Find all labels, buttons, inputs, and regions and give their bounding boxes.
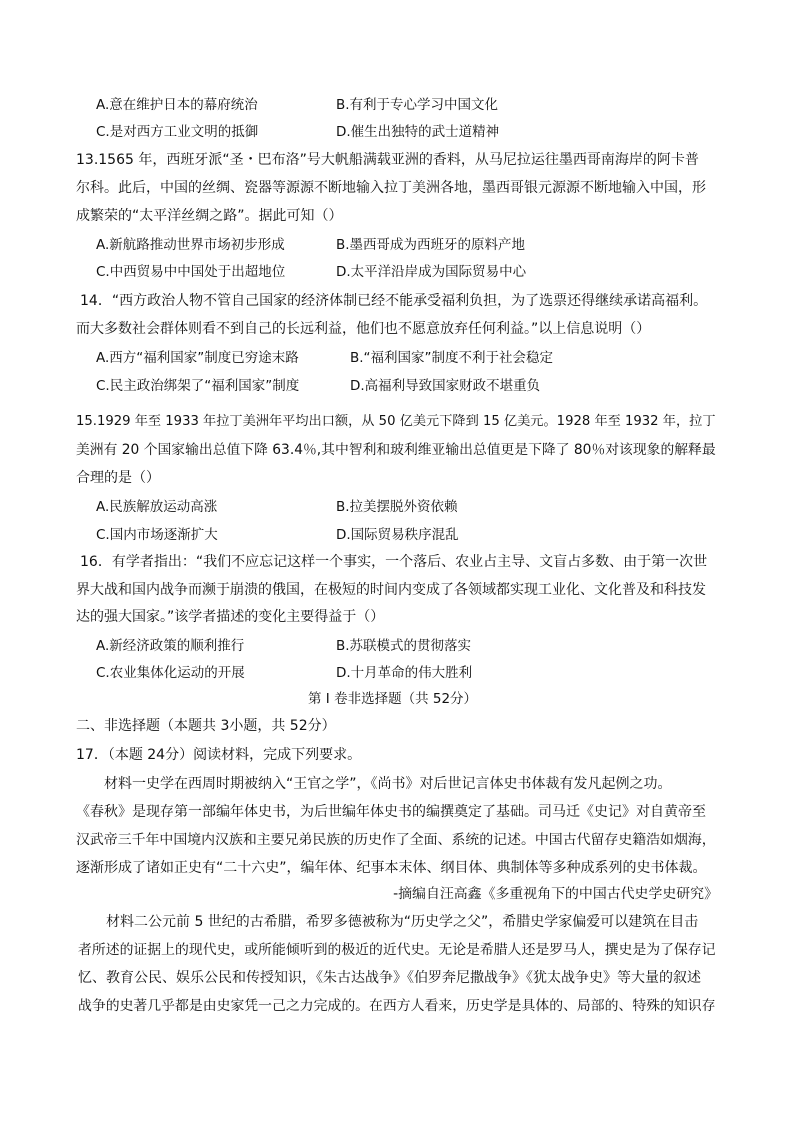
- section-heading: 二、非选择题（本题共 3小题，共 52分）: [76, 718, 336, 734]
- q15-option-d: D.国际贸易秩序混乱: [336, 527, 459, 543]
- q16-option-c: C.农业集体化运动的开展: [96, 665, 245, 681]
- q15-option-c: C.国内市场逐渐扩大: [96, 527, 218, 543]
- q16-stem-line-2: 界大战和国内战争而濒于崩溃的俄国，在极短的时间内变成了各领域都实现工业化、文化普及和科技发: [76, 582, 706, 598]
- q15-option-a: A.民族解放运动高涨: [96, 499, 218, 515]
- material2-line-3: 忆、教育公民、娱乐公民和传授知识，《朱古达战争》《伯罗奔尼撒战争》《犹太战争史》等大量的叙述: [78, 970, 701, 986]
- q12-option-d: D.催生出独特的武士道精神: [336, 124, 500, 140]
- q13-stem-line-3: 成繁荣的“太平洋丝绸之路”。据此可知（）: [76, 208, 343, 224]
- material2-line-4: 战争的史著几乎都是由史家凭一己之力完成的。在西方人看来，历史学是具体的、局部的、特殊的知识存: [78, 998, 716, 1014]
- q13-option-a: A.新航路推动世界市场初步形成: [96, 237, 285, 253]
- q14-stem-line-2: 而大多数社会群体则看不到自己的长远利益，他们也不愿意放弃任何利益。”以上信息说明（）: [76, 321, 651, 337]
- volume-title: 第 I 卷非选择题（共 52分）: [308, 691, 478, 707]
- q14-option-b: B.“福利国家”制度不利于社会稳定: [350, 350, 554, 366]
- q14-option-c: C.民主政治绑架了“福利国家”制度: [96, 378, 300, 394]
- material2-line-1: 材料二公元前 5 世纪的古希腊，希罗多德被称为“历史学之父”，希腊史学家偏爱可以建筑在目击: [106, 914, 699, 930]
- q14-option-a: A.西方“福利国家”制度已穷途末路: [96, 350, 299, 366]
- q15-stem-line-2: 美洲有 20 个国家输出总值下降 63.4％,其中智利和玻利维亚输出总值更是下降了 80％对该现象的解释最: [76, 442, 716, 458]
- material1-line-3: 汉武帝三千年中国境内汉族和主要兄弟民族的历史作了全面、系统的记述。中国古代留存史籍浩如烟海，: [76, 832, 716, 848]
- material1-line-4: 逐渐形成了诸如正史有“二十六史”，编年体、纪事本末体、纲目体、典制体等多种成系列的史书体裁。: [76, 860, 707, 876]
- q16-option-a: A.新经济政策的顺利推行: [96, 638, 245, 654]
- q16-option-d: D.十月革命的伟大胜利: [336, 665, 473, 681]
- q13-stem-line-1: 13.1565 年，西班牙派“圣・巴布洛”号大帆船满载亚洲的香料，从马尼拉运往墨西哥南海岸的阿卡普: [76, 152, 699, 168]
- material1-line-2: 《春秋》是现存第一部编年体史书，为后世编年体史书的编撰奠定了基础。司马迁《史记》对自黄帝至: [76, 804, 706, 820]
- q15-option-b: B.拉美摆脱外资依赖: [336, 499, 458, 515]
- q13-option-b: B.墨西哥成为西班牙的原料产地: [336, 237, 526, 253]
- q14-option-d: D.高福利导致国家财政不堪重负: [350, 378, 541, 394]
- q14-stem-line-1: 14．“西方政治人物不管自己国家的经济体制已经不能承受福利负担，为了选票还得继续承诺高福利。: [80, 293, 708, 309]
- q16-option-b: B.苏联模式的贯彻落实: [336, 638, 472, 654]
- q17-intro: 17．（本题 24分）阅读材料，完成下列要求。: [76, 747, 362, 763]
- q13-option-d: D.太平洋沿岸成为国际贸易中心: [336, 264, 527, 280]
- q12-option-c: C.是对西方工业文明的抵御: [96, 124, 259, 140]
- material2-line-2: 者所述的证据上的现代史，或所能倾听到的极近的近代史。无论是希腊人还是罗马人，撰史是为了保存记: [78, 942, 716, 958]
- q13-stem-line-2: 尔科。此后，中国的丝绸、瓷器等源源不断地输入拉丁美洲各地，墨西哥银元源源不断地输入中国，形: [76, 180, 706, 196]
- q16-stem-line-3: 达的强大国家。”该学者描述的变化主要得益于（）: [76, 609, 385, 625]
- q15-stem-line-1: 15.1929 年至 1933 年拉丁美洲年平均出口额，从 50 亿美元下降到 15 亿美元。1928 年至 1932 年，拉丁: [76, 414, 716, 429]
- material1-source: -摘编自汪高鑫《多重视角下的中国古代史学史研究》: [393, 886, 718, 902]
- q16-stem-line-1: 16．有学者指出：“我们不应忘记这样一个事实，一个落后、农业占主导、文盲占多数、由于第一次世: [80, 554, 708, 570]
- q12-option-a: A.意在维护日本的幕府统治: [96, 97, 258, 113]
- material1-line-1: 材料一史学在西周时期被纳入“王官之学”，《尚书》对后世记言体史书体裁有发凡起例之功。: [104, 776, 672, 792]
- q15-stem-line-3: 合理的是（）: [76, 470, 160, 486]
- q13-option-c: C.中西贸易中中国处于出超地位: [96, 264, 286, 280]
- q12-option-b: B.有利于专心学习中国文化: [336, 97, 499, 113]
